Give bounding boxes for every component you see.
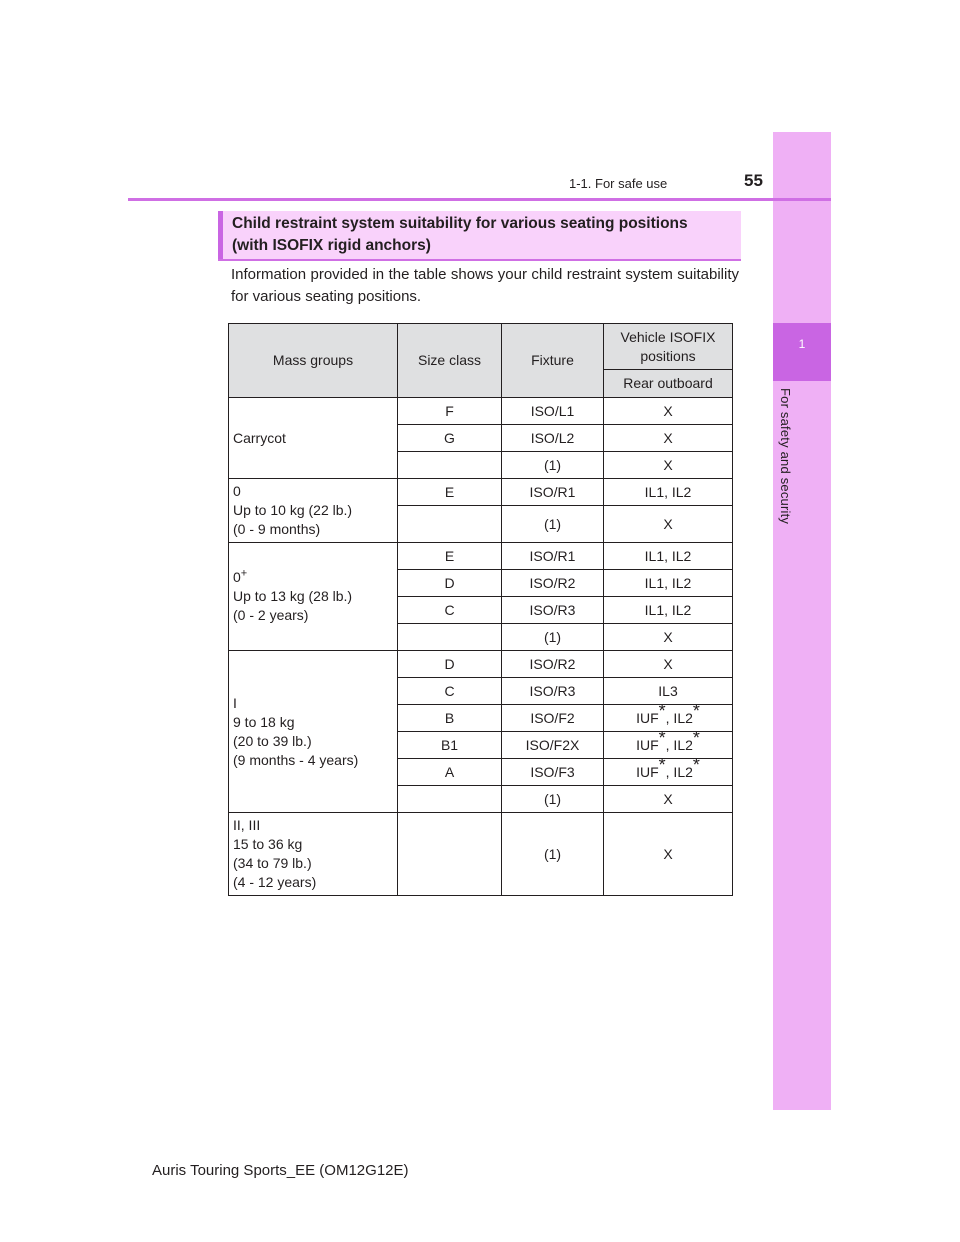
- isofix-suitability-table: [228, 323, 733, 896]
- size-class-cell: G: [398, 425, 502, 452]
- footnote-star-icon: *: [658, 700, 666, 721]
- header-divider: [128, 198, 831, 201]
- fixture-cell: ISO/F3: [502, 759, 604, 786]
- mass-group-line: 15 to 36 kg: [233, 836, 303, 852]
- chapter-label: For safety and security: [778, 388, 793, 525]
- section-title-box: [218, 211, 741, 259]
- footnote-star-icon: *: [658, 754, 666, 775]
- rear-outboard-cell: X: [604, 813, 733, 896]
- mass-group-line: II, III: [233, 817, 261, 833]
- fixture-cell: ISO/R2: [502, 570, 604, 597]
- rear-outboard-cell: IL1, IL2: [604, 543, 733, 570]
- rear-outboard-cell: X: [604, 452, 733, 479]
- section-title-line-2: (with ISOFIX rigid anchors): [232, 237, 431, 254]
- chapter-tab-strip: [773, 132, 831, 1110]
- plus-superscript: +: [240, 567, 248, 580]
- rear-outboard-cell: IL1, IL2: [604, 570, 733, 597]
- mass-group-cell: [229, 813, 398, 896]
- chapter-number: 1: [798, 337, 806, 351]
- mass-group-cell: [229, 479, 398, 543]
- mass-group-line: Up to 10 kg (22 lb.): [233, 502, 353, 518]
- table-row: [229, 813, 733, 896]
- header-rear-outboard: Rear outboard: [604, 370, 733, 398]
- mass-group-line: (4 - 12 years): [233, 874, 317, 890]
- fixture-cell: (1): [502, 624, 604, 651]
- size-class-cell: [398, 452, 502, 479]
- table-row: [229, 651, 733, 678]
- size-class-cell: F: [398, 398, 502, 425]
- header-vehicle-isofix-positions: Vehicle ISOFIX positions: [604, 324, 733, 370]
- fixture-cell: (1): [502, 813, 604, 896]
- size-class-cell: D: [398, 570, 502, 597]
- footnote-star-icon: *: [658, 727, 666, 748]
- mass-group-cell: [229, 398, 398, 479]
- table-row: [229, 479, 733, 506]
- section-title-line-1: Child restraint system suitability for various seating positions: [232, 215, 688, 232]
- footnote-star-icon: *: [692, 700, 700, 721]
- fixture-cell: ISO/R1: [502, 479, 604, 506]
- rear-outboard-cell: IUF*, IL2*: [604, 705, 733, 732]
- footnote-star-icon: *: [692, 754, 700, 775]
- mass-group-line: Up to 13 kg (28 lb.): [233, 588, 353, 604]
- size-class-cell: B1: [398, 732, 502, 759]
- size-class-cell: [398, 786, 502, 813]
- size-class-cell: D: [398, 651, 502, 678]
- mass-group-line: 9 to 18 kg: [233, 713, 295, 730]
- fixture-cell: ISO/F2: [502, 705, 604, 732]
- rear-outboard-cell: IL1, IL2: [604, 597, 733, 624]
- intro-paragraph: Information provided in the table shows your child restraint system suitability for various seating positions.: [231, 266, 739, 305]
- size-class-cell: E: [398, 543, 502, 570]
- header-size-class: Size class: [398, 324, 502, 398]
- rear-outboard-cell: X: [604, 651, 733, 678]
- mass-group-line: (9 months - 4 years): [233, 751, 359, 768]
- size-class-cell: B: [398, 705, 502, 732]
- table-row: [229, 543, 733, 570]
- mass-group-line: 0: [233, 483, 241, 499]
- size-class-cell: [398, 813, 502, 896]
- mass-group-line: (0 - 9 months): [233, 521, 321, 537]
- rear-outboard-cell: X: [604, 786, 733, 813]
- mass-group-line: 0+: [233, 567, 248, 585]
- rear-outboard-cell: IUF*, IL2*: [604, 732, 733, 759]
- fixture-cell: ISO/R1: [502, 543, 604, 570]
- size-class-cell: [398, 506, 502, 543]
- fixture-cell: ISO/R2: [502, 651, 604, 678]
- title-underline: [218, 259, 741, 261]
- mass-group-cell: [229, 543, 398, 651]
- mass-group-cell: [229, 651, 398, 813]
- fixture-cell: (1): [502, 452, 604, 479]
- mass-group-line: I: [233, 694, 237, 711]
- rear-outboard-cell: IL3: [604, 678, 733, 705]
- rear-outboard-cell: X: [604, 425, 733, 452]
- rear-outboard-cell: IL1, IL2: [604, 479, 733, 506]
- fixture-cell: ISO/F2X: [502, 732, 604, 759]
- page-number: 55: [744, 171, 763, 190]
- section-header: 1-1. For safe use: [569, 176, 668, 191]
- fixture-cell: ISO/L1: [502, 398, 604, 425]
- chapter-number-tab[interactable]: [773, 323, 831, 381]
- rear-outboard-cell: X: [604, 624, 733, 651]
- table-row: [229, 398, 733, 425]
- rear-outboard-cell: X: [604, 506, 733, 543]
- size-class-cell: A: [398, 759, 502, 786]
- mass-group-line: Carrycot: [233, 429, 286, 446]
- mass-group-line: (34 to 79 lb.): [233, 855, 312, 871]
- fixture-cell: ISO/R3: [502, 597, 604, 624]
- size-class-cell: [398, 624, 502, 651]
- mass-group-line: (0 - 2 years): [233, 607, 309, 623]
- size-class-cell: C: [398, 678, 502, 705]
- rear-outboard-cell: X: [604, 398, 733, 425]
- rear-outboard-cell: IUF*, IL2*: [604, 759, 733, 786]
- mass-group-line: (20 to 39 lb.): [233, 732, 312, 749]
- size-class-cell: E: [398, 479, 502, 506]
- footnote-star-icon: *: [692, 727, 700, 748]
- fixture-cell: (1): [502, 786, 604, 813]
- fixture-cell: ISO/R3: [502, 678, 604, 705]
- header-mass-groups: Mass groups: [229, 324, 398, 398]
- size-class-cell: C: [398, 597, 502, 624]
- fixture-cell: ISO/L2: [502, 425, 604, 452]
- footer-model: Auris Touring Sports_EE (OM12G12E): [152, 1162, 409, 1179]
- table-body: [229, 398, 733, 896]
- header-fixture: Fixture: [502, 324, 604, 398]
- fixture-cell: (1): [502, 506, 604, 543]
